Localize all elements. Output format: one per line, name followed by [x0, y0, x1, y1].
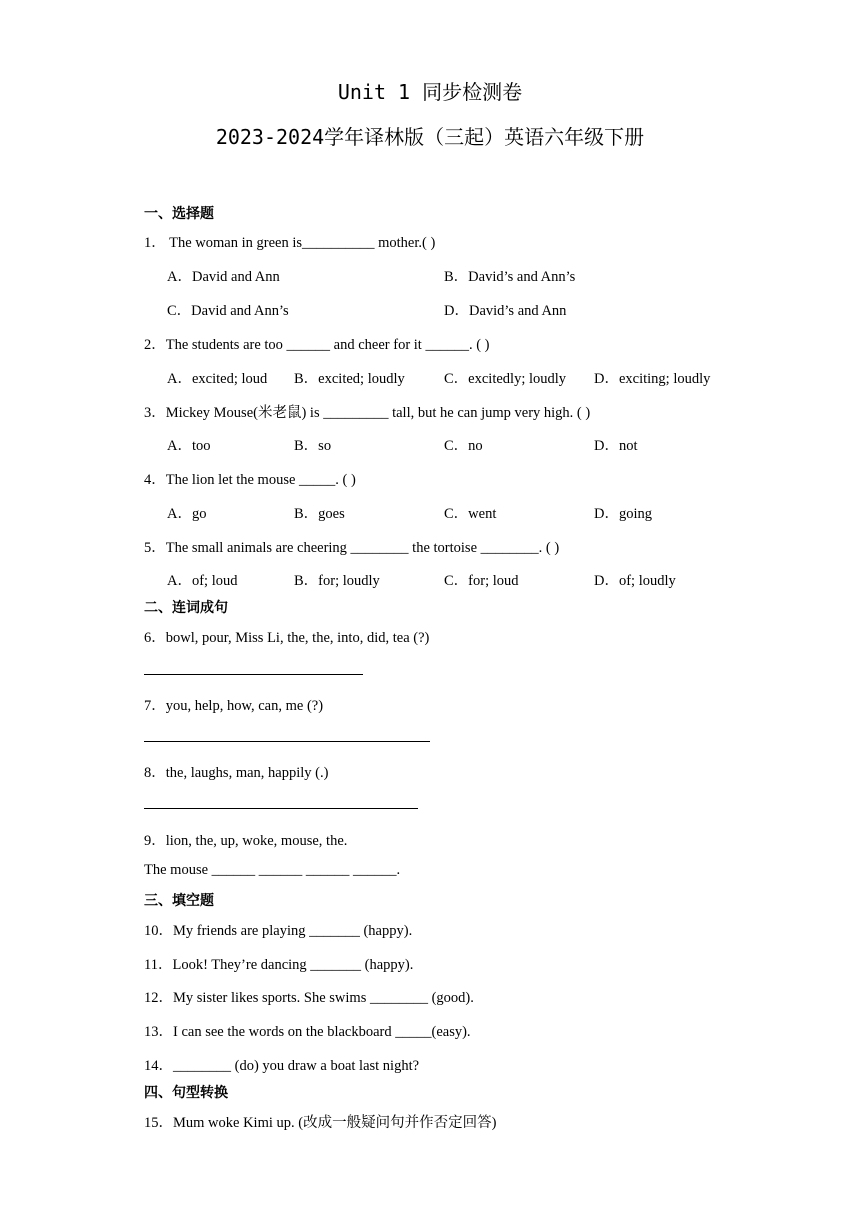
section-heading-choice: 一、选择题 [144, 206, 214, 222]
question-4-option-d: D．going [594, 506, 652, 522]
section-heading-sentence-transform: 四、句型转换 [144, 1085, 228, 1101]
question-4-option-c: C．went [444, 506, 497, 522]
question-3-option-b: B．so [294, 438, 332, 454]
question-5-option-d: D．of; loudly [594, 573, 676, 589]
question-3-option-c: C．no [444, 438, 483, 454]
question-4-option-b: B．goes [294, 506, 345, 522]
question-8-answer-line[interactable] [144, 808, 418, 809]
question-9-stem: 9．lion, the, up, woke, mouse, the. [144, 833, 348, 849]
question-14[interactable]: 14．________ (do) you draw a boat last night? [144, 1058, 420, 1074]
question-2-option-c: C．excitedly; loudly [444, 371, 567, 387]
question-1-stem: 1． The woman in green is__________ mother.( ) [144, 235, 436, 251]
question-7-answer-line[interactable] [144, 741, 430, 742]
question-7-stem: 7．you, help, how, can, me (?) [144, 698, 324, 714]
question-6-answer-line[interactable] [144, 674, 363, 675]
question-13[interactable]: 13．I can see the words on the blackboard _____(easy). [144, 1024, 471, 1040]
question-1-option-c: C．David and Ann’s [167, 303, 289, 319]
question-5-option-b: B．for; loudly [294, 573, 380, 589]
question-1-option-d: D．David’s and Ann [444, 303, 567, 319]
question-3-option-d: D．not [594, 438, 638, 454]
section-heading-sentence-building: 二、连词成句 [144, 600, 228, 616]
question-4-option-a: A．go [167, 506, 207, 522]
section-heading-fill-blank: 三、填空题 [144, 893, 214, 909]
question-2-option-a: A．excited; loud [167, 371, 268, 387]
question-15-stem: 15．Mum woke Kimi up. (改成一般疑问句并作否定回答) [144, 1115, 497, 1131]
question-12[interactable]: 12．My sister likes sports. She swims ________ (good). [144, 990, 474, 1006]
question-5-option-a: A．of; loud [167, 573, 238, 589]
page-title: Unit 1 同步检测卷 [337, 80, 523, 104]
question-1-option-a: A．David and Ann [167, 269, 280, 285]
question-10[interactable]: 10．My friends are playing _______ (happy). [144, 923, 413, 939]
question-11[interactable]: 11．Look! They’re dancing _______ (happy). [144, 957, 414, 973]
page-subtitle: 2023-2024学年译林版（三起）英语六年级下册 [215, 125, 645, 149]
question-5-stem: 5．The small animals are cheering ________ the tortoise ________. ( ) [144, 540, 560, 556]
question-2-option-d: D．exciting; loudly [594, 371, 711, 387]
question-3-option-a: A．too [167, 438, 211, 454]
question-8-stem: 8．the, laughs, man, happily (.) [144, 765, 329, 781]
question-1-option-b: B．David’s and Ann’s [444, 269, 576, 285]
question-5-option-c: C．for; loud [444, 573, 519, 589]
question-3-stem: 3．Mickey Mouse(米老鼠) is _________ tall, but he can jump very high. ( ) [144, 405, 591, 421]
question-4-stem: 4．The lion let the mouse _____. ( ) [144, 472, 356, 488]
question-2-stem: 2．The students are too ______ and cheer for it ______. ( ) [144, 337, 490, 353]
question-6-stem: 6．bowl, pour, Miss Li, the, the, into, did, tea (?) [144, 630, 430, 646]
question-9-answer[interactable]: The mouse ______ ______ ______ ______. [144, 862, 401, 878]
question-2-option-b: B．excited; loudly [294, 371, 405, 387]
